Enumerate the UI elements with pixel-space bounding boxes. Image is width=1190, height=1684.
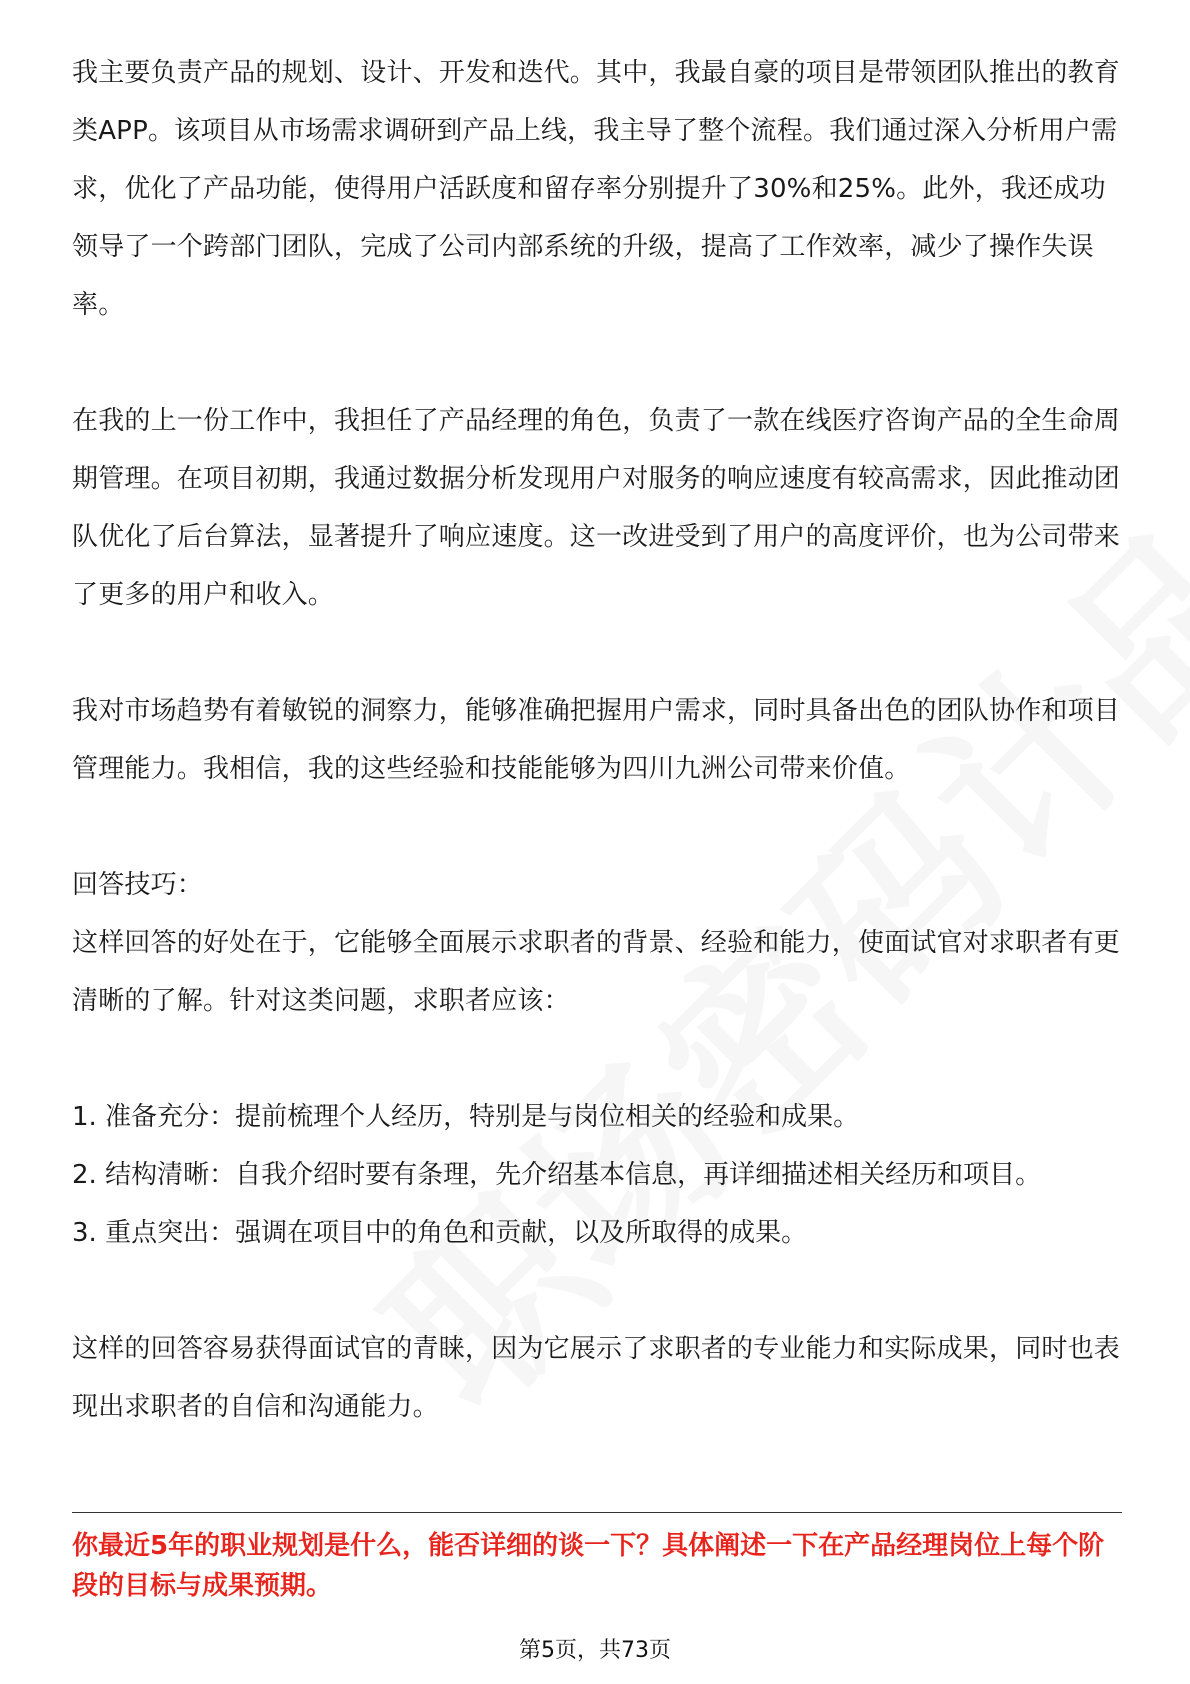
paragraph-strengths: 我对市场趋势有着敏锐的洞察力，能够准确把握用户需求，同时具备出色的团队协作和项目管理能力。我相信，我的这些经验和技能能够为四川九洲公司带来价值。 [72,696,1121,784]
page-number: 第5页，共73页 [519,1638,671,1663]
tips-list [72,1088,1122,1262]
paragraph-previous-job: 在我的上一份工作中，我担任了产品经理的角色，负责了一款在线医疗咨询产品的全生命周期管理。在项目初期，我通过数据分析发现用户对服务的响应速度有较高需求，因此推动团队优化了后台算法，显著提升了响应速度。这一改进受到了用户的高度评价，也为公司带来了更多的用户和收入。 [72,406,1121,610]
next-question: 你最近5年的职业规划是什么，能否详细的谈一下？具体阐述一下在产品经理岗位上每个阶段的目标与成果预期。 [72,1531,1105,1601]
list-item: 3. 重点突出：强调在项目中的角色和贡献，以及所取得的成果。 [72,1218,808,1248]
paragraph-tips-intro: 这样回答的好处在于，它能够全面展示求职者的背景、经验和能力，使面试官对求职者有更清晰的了解。针对这类问题，求职者应该： [72,928,1121,1016]
list-item: 1. 准备充分：提前梳理个人经历，特别是与岗位相关的经验和成果。 [72,1102,860,1132]
list-item: 2. 结构清晰：自我介绍时要有条理，先介绍基本信息，再详细描述相关经历和项目。 [72,1160,1042,1190]
tips-heading: 回答技巧： [72,870,204,900]
section-divider [72,1512,1122,1513]
paragraph-conclusion: 这样的回答容易获得面试官的青睐，因为它展示了求职者的专业能力和实际成果，同时也表现出求职者的自信和沟通能力。 [72,1334,1121,1422]
page-content [72,44,1122,1494]
paragraph-project-experience: 我主要负责产品的规划、设计、开发和迭代。其中，我最自豪的项目是带领团队推出的教育类APP。该项目从市场需求调研到产品上线，我主导了整个流程。我们通过深入分析用户需求，优化了产品功能，使得用户活跃度和留存率分别提升了30%和25%。此外，我还成功领导了一个跨部门团队，完成了公司内部系统的升级，提高了工作效率，减少了操作失误率。 [72,58,1121,320]
